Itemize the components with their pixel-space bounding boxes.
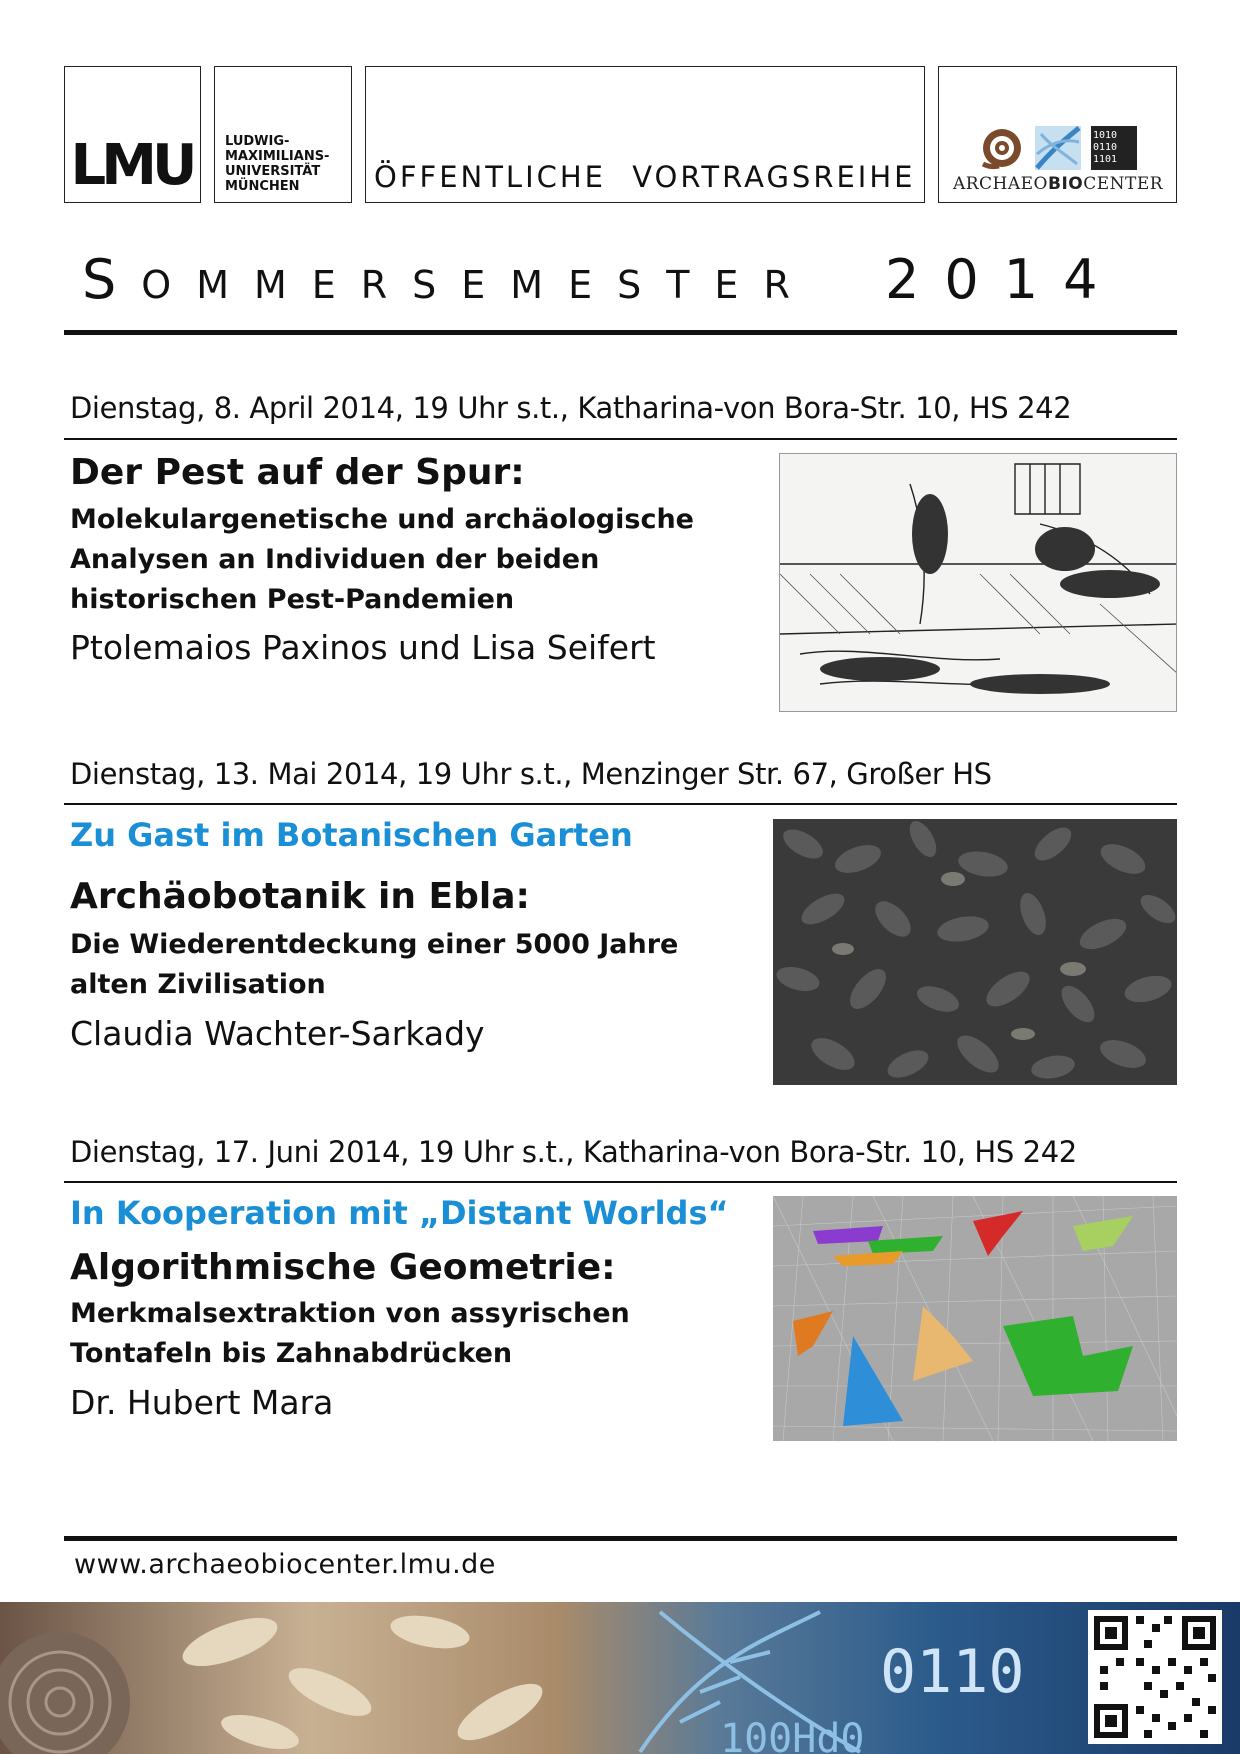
dna-helix-icon bbox=[1035, 126, 1081, 170]
website-url[interactable]: www.archaeobiocenter.lmu.de bbox=[74, 1549, 496, 1580]
university-name-line: MÜNCHEN bbox=[225, 179, 300, 194]
university-name-box bbox=[214, 66, 352, 203]
event-meta: Dienstag, 8. April 2014, 19 Uhr s.t., Katharina-von Bora-Str. 10, HS 242 bbox=[70, 391, 1072, 425]
center-name-part: BIO bbox=[1047, 174, 1084, 194]
university-name-line: LUDWIG- bbox=[225, 134, 290, 149]
center-name-part: CENTER bbox=[1083, 174, 1164, 194]
footer-banner-image bbox=[0, 1602, 1240, 1754]
center-name-part: ARCHAEO bbox=[952, 174, 1048, 194]
event-title: Der Pest auf der Spur: bbox=[70, 452, 525, 493]
heading-rule bbox=[64, 330, 1177, 335]
svg-text:0110: 0110 bbox=[880, 1637, 1025, 1707]
charred-seeds-image bbox=[773, 819, 1177, 1085]
event-title: Algorithmische Geometrie: bbox=[70, 1247, 616, 1288]
semester-heading: Sommersemester 2014 bbox=[82, 248, 1123, 311]
event-speaker: Dr. Hubert Mara bbox=[70, 1383, 334, 1422]
svg-text:1101: 1101 bbox=[1093, 154, 1118, 165]
event-note: In Kooperation mit „Distant Worlds“ bbox=[70, 1194, 729, 1232]
university-name-line: UNIVERSITÄT bbox=[225, 164, 321, 179]
event-subtitle: Die Wiederentdeckung einer 5000 Jahre alten Zivilisation bbox=[70, 929, 679, 1000]
qr-code-icon bbox=[1088, 1610, 1222, 1744]
event-subtitle: Molekulargenetische und archäologische Analysen an Individuen der beiden historischen Pest-Pandemien bbox=[70, 504, 694, 615]
footer-rule bbox=[64, 1536, 1177, 1541]
university-name-line: MAXIMILIANS- bbox=[225, 149, 330, 164]
spiral-ornament-icon bbox=[979, 126, 1025, 170]
event-speaker: Claudia Wachter-Sarkady bbox=[70, 1014, 485, 1053]
event-rule bbox=[64, 803, 1177, 805]
series-title: ÖFFENTLICHE VORTRAGSREIHE bbox=[374, 160, 916, 194]
binary-code-icon bbox=[1091, 126, 1137, 170]
event-meta: Dienstag, 13. Mai 2014, 19 Uhr s.t., Menzinger Str. 67, Großer HS bbox=[70, 757, 992, 791]
archaeobiocenter-name bbox=[947, 174, 1169, 194]
event-rule bbox=[64, 1181, 1177, 1183]
event-meta: Dienstag, 17. Juni 2014, 19 Uhr s.t., Katharina-von Bora-Str. 10, HS 242 bbox=[70, 1135, 1077, 1169]
series-title-box bbox=[365, 66, 925, 203]
lmu-logo-box bbox=[64, 66, 201, 203]
cuneiform-mesh-image bbox=[773, 1196, 1177, 1441]
archaeobiocenter-logo-box bbox=[938, 66, 1177, 203]
event-subtitle: Merkmalsextraktion von assyrischen Tontafeln bis Zahnabdrücken bbox=[70, 1298, 630, 1369]
svg-text:0110: 0110 bbox=[1093, 142, 1118, 153]
svg-text:100Hd0: 100Hd0 bbox=[720, 1716, 865, 1754]
archaeobiocenter-icons bbox=[979, 124, 1139, 174]
event-title: Archäobotanik in Ebla: bbox=[70, 876, 530, 917]
event-speaker: Ptolemaios Paxinos und Lisa Seifert bbox=[70, 628, 656, 667]
lmu-logo: LMU bbox=[70, 133, 193, 198]
event-note: Zu Gast im Botanischen Garten bbox=[70, 816, 633, 854]
event-rule bbox=[64, 438, 1177, 440]
university-name bbox=[225, 134, 347, 194]
plague-woodcut-image bbox=[779, 453, 1177, 712]
svg-text:1010: 1010 bbox=[1093, 130, 1118, 141]
